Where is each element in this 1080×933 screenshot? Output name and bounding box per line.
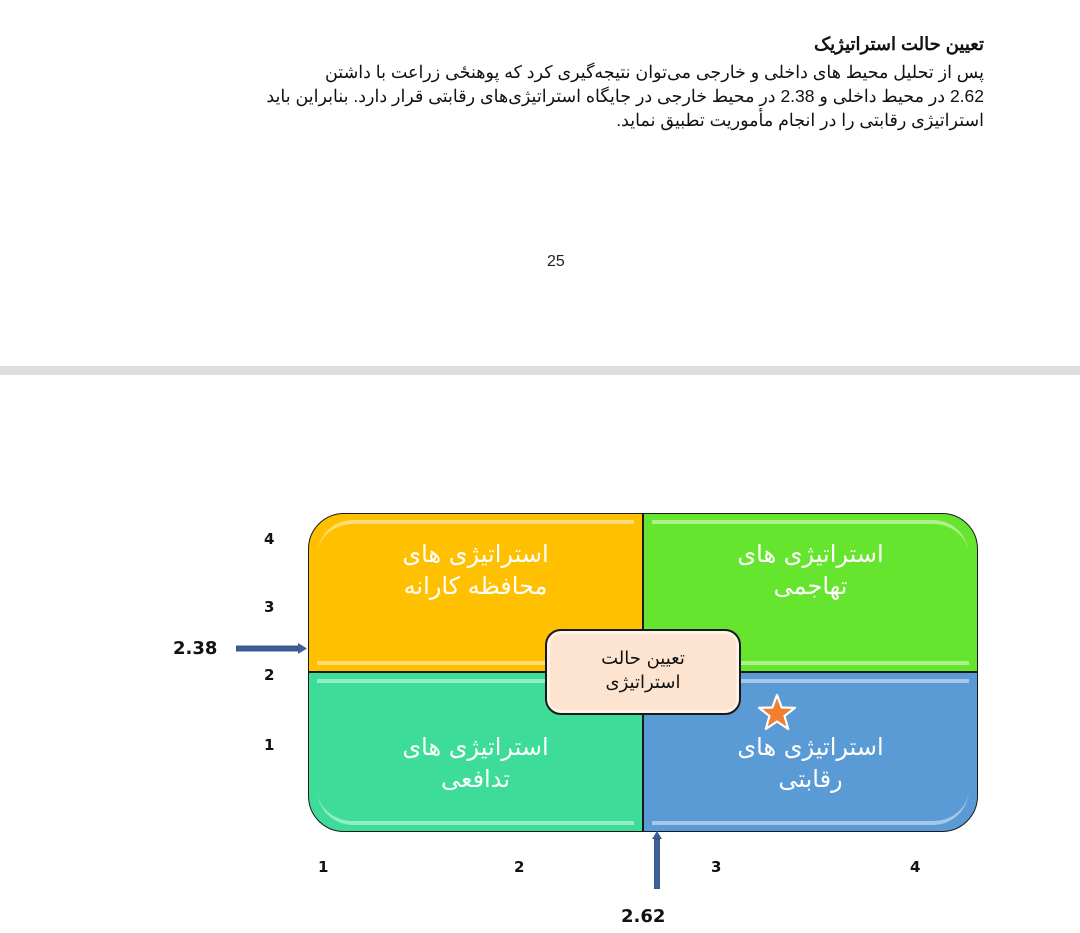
- x-tick-1: 1: [318, 858, 329, 876]
- x-tick-2: 2: [514, 858, 525, 876]
- y-tick-1: 1: [264, 736, 275, 754]
- center-label-line: تعیین حالت: [601, 648, 685, 669]
- star-icon: [757, 693, 797, 733]
- arrow-up-icon: [650, 831, 664, 889]
- document-page: [0, 0, 1080, 366]
- x-tick-3: 3: [711, 858, 722, 876]
- body-paragraph: [124, 60, 984, 132]
- center-label-box: [545, 629, 741, 715]
- paragraph-line: 2.62 در محیط داخلی و 2.38 در محیط خارجی در جایگاه استراتیژی‌های رقابتی قرار دارد. بنابراین باید: [266, 86, 984, 106]
- y-tick-3: 3: [264, 598, 275, 616]
- quadrant-subtitle: محافظه کارانه: [403, 572, 548, 600]
- page-separator: [0, 366, 1080, 375]
- external-score-label: 2.38: [173, 638, 218, 659]
- y-tick-2: 2: [264, 666, 275, 684]
- quadrant-title: استراتیژی های: [737, 540, 884, 568]
- page-number: 25: [547, 253, 565, 270]
- internal-score-label: 2.62: [621, 906, 666, 927]
- quadrant-subtitle: تدافعی: [441, 765, 510, 793]
- quadrant-title: استراتیژی های: [402, 540, 549, 568]
- x-tick-4: 4: [910, 858, 921, 876]
- section-heading: تعیین حالت استراتیژیک: [814, 34, 984, 54]
- paragraph-line: استراتیژی رقابتی را در انجام مأموریت تطبیق نماید.: [616, 110, 984, 130]
- strategic-position-matrix: [308, 513, 978, 832]
- arrow-right-icon: [236, 642, 308, 656]
- quadrant-subtitle: رقابتی: [778, 765, 843, 793]
- paragraph-line: پس از تحلیل محیط های داخلی و خارجی می‌توان نتیجه‌گیری کرد که پوهنځی زراعت با داشتن: [324, 62, 984, 82]
- quadrant-subtitle: تهاجمی: [773, 572, 848, 600]
- quadrant-title: استراتیژی های: [402, 733, 549, 761]
- y-tick-4: 4: [264, 530, 275, 548]
- quadrant-title: استراتیژی های: [737, 733, 884, 761]
- center-label-line: استراتیژی: [605, 672, 681, 693]
